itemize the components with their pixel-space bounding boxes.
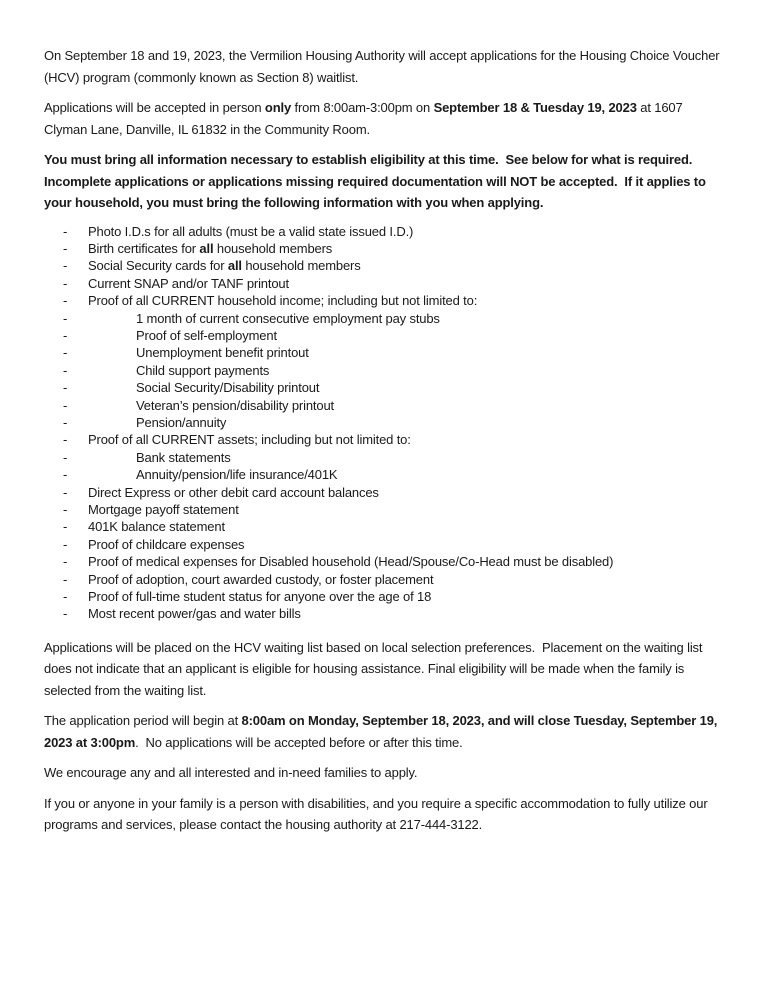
list-item <box>44 240 724 257</box>
text-run: Social Security/Disability printout <box>136 380 320 396</box>
bold-text-run: all <box>199 240 214 256</box>
dash-marker: - <box>63 345 68 361</box>
acceptance-details-paragraph <box>44 97 724 140</box>
list-item <box>44 397 724 414</box>
list-item-text <box>88 502 239 517</box>
dash-marker: - <box>63 327 68 343</box>
list-item <box>44 344 724 361</box>
list-item-text <box>88 276 289 291</box>
text-run: Applications will be placed on the HCV waiting list based on local selection preferences. Placement on the waiting list does not indicate that an applicant is eligible for housing assistance. Final eligibility will be made when the family is selected from the waiting list. <box>44 639 706 698</box>
text-run: On September 18 and 19, 2023, the Vermilion Housing Authority will accept applications for the Housing Choice Voucher (HCV) program (commonly known as Section 8) waitlist. <box>44 48 723 85</box>
list-item <box>44 379 724 396</box>
list-item <box>44 588 724 605</box>
list-item-text <box>136 415 226 430</box>
list-item-text <box>136 450 231 465</box>
text-run: Applications will be accepted in person <box>44 100 265 115</box>
waiting-list-paragraph <box>44 637 724 702</box>
dash-marker: - <box>63 554 68 570</box>
bold-text-run: 8:00am on Monday, September 18, 2023, and will close Tuesday, September 19, 2023 at 3:00pm <box>44 713 721 750</box>
dash-marker: - <box>63 310 68 326</box>
dash-marker: - <box>63 397 68 413</box>
list-item-text <box>136 398 334 413</box>
text-run: Birth certificates for <box>88 240 200 256</box>
text-run: Proof of self-employment <box>136 327 277 343</box>
text-run: Proof of medical expenses for Disabled household (Head/Spouse/Co-Head must be disabled) <box>88 554 614 570</box>
intro-paragraph <box>44 45 724 88</box>
dash-marker: - <box>63 223 68 239</box>
text-run: Child support payments <box>136 362 270 378</box>
list-item-text <box>88 572 433 587</box>
dash-marker: - <box>63 571 68 587</box>
text-run: . No applications will be accepted before or after this time. <box>135 734 463 750</box>
text-run: Current SNAP and/or TANF printout <box>88 275 289 291</box>
bold-text-run: only <box>264 100 292 115</box>
text-run: at 1607 Clyman Lane, Danville, IL 61832 in the Community Room. <box>44 100 687 137</box>
list-item-text <box>136 328 277 343</box>
list-item <box>44 327 724 344</box>
list-item <box>44 292 724 309</box>
list-item <box>44 431 724 448</box>
text-run: Social Security cards for <box>88 258 228 274</box>
list-item <box>44 571 724 588</box>
text-run: We encourage any and all interested and in-need families to apply. <box>44 765 418 781</box>
list-item <box>44 257 724 274</box>
list-item-text <box>88 293 477 308</box>
text-run: Annuity/pension/life insurance/401K <box>136 467 338 483</box>
dash-marker: - <box>63 380 68 396</box>
text-run: Most recent power/gas and water bills <box>88 606 301 622</box>
notice-document <box>44 45 724 836</box>
list-item <box>44 553 724 570</box>
list-item-text <box>88 258 361 273</box>
text-run: Proof of all CURRENT household income; including but not limited to: <box>88 293 478 309</box>
dash-marker: - <box>63 362 68 378</box>
text-run: Mortgage payoff statement <box>88 502 239 517</box>
dash-marker: - <box>63 432 68 448</box>
text-run: Proof of all CURRENT assets; including but not limited to: <box>88 432 411 448</box>
text-run: Pension/annuity <box>136 414 227 430</box>
application-period-paragraph <box>44 710 724 753</box>
list-item-text <box>136 345 309 360</box>
text-run: If you or anyone in your family is a person with disabilities, and you require a specific accommodation to fully utilize our programs and services, please contact the housing authority at 217-444-3122. <box>44 795 711 833</box>
text-run: household members <box>241 258 361 274</box>
accommodation-paragraph <box>44 793 724 836</box>
list-item-text <box>88 589 431 604</box>
dash-marker: - <box>63 536 68 552</box>
list-item-text <box>88 606 301 621</box>
list-item-text <box>88 241 332 256</box>
list-item <box>44 536 724 553</box>
list-item <box>44 310 724 327</box>
text-run: Direct Express or other debit card account balances <box>88 484 379 500</box>
text-run: from 8:00am-3:00pm on <box>291 100 434 115</box>
bold-text-run: September 18 & Tuesday 19, 2023 <box>433 100 637 115</box>
text-run: 401K balance statement <box>88 519 225 535</box>
list-item <box>44 484 724 501</box>
text-run: 1 month of current consecutive employment pay stubs <box>136 310 440 326</box>
bold-text-run: You must bring all information necessary to establish eligibility at this time. See below for what is required. Incomplete applications or applications missing required documentation will NOT be accepted. If it applies to your household, you must bring the following information with you when applying. <box>44 152 710 210</box>
dash-marker: - <box>63 414 68 430</box>
text-run: Proof of full-time student status for anyone over the age of 18 <box>88 589 432 605</box>
list-item-text <box>88 519 225 534</box>
list-item-text <box>136 311 440 326</box>
list-item-text <box>136 467 337 482</box>
list-item-text <box>88 432 411 447</box>
text-run: Veteran’s pension/disability printout <box>136 397 335 413</box>
dash-marker: - <box>63 606 68 622</box>
dash-marker: - <box>63 519 68 535</box>
text-run: Proof of adoption, court awarded custody, or foster placement <box>88 571 434 587</box>
dash-marker: - <box>63 484 68 500</box>
list-item-text <box>88 554 613 569</box>
list-item <box>44 414 724 431</box>
text-run: Unemployment benefit printout <box>136 345 309 361</box>
dash-marker: - <box>63 275 68 291</box>
bold-text-run: all <box>227 258 242 274</box>
dash-marker: - <box>63 467 68 483</box>
list-item <box>44 605 724 622</box>
list-item-text <box>136 380 319 395</box>
eligibility-warning-paragraph <box>44 149 724 214</box>
dash-marker: - <box>63 293 68 309</box>
list-item <box>44 449 724 466</box>
text-run: Photo I.D.s for all adults (must be a valid state issued I.D.) <box>88 223 414 239</box>
dash-marker: - <box>63 258 68 274</box>
list-item <box>44 275 724 292</box>
text-run: The application period will begin at <box>44 713 242 729</box>
dash-marker: - <box>63 589 68 605</box>
dash-marker: - <box>63 502 68 517</box>
dash-marker: - <box>63 449 68 465</box>
list-item-text <box>136 363 269 378</box>
list-item <box>44 466 724 483</box>
list-item-text <box>88 224 413 239</box>
list-item <box>44 501 724 518</box>
text-run: Proof of childcare expenses <box>88 536 245 552</box>
encouragement-paragraph <box>44 762 724 784</box>
list-item-text <box>88 485 379 500</box>
text-run: household members <box>213 240 333 256</box>
text-run: Bank statements <box>136 449 231 465</box>
list-item <box>44 223 724 240</box>
dash-marker: - <box>63 240 68 256</box>
list-item <box>44 518 724 535</box>
required-documents-list <box>44 223 724 623</box>
list-item <box>44 362 724 379</box>
list-item-text <box>88 537 244 552</box>
